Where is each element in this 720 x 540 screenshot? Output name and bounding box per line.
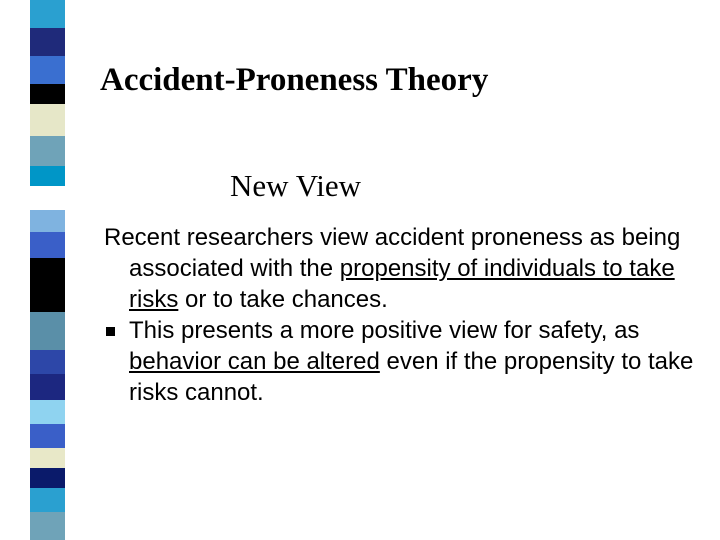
strip-block bbox=[30, 374, 65, 400]
strip-block bbox=[30, 232, 65, 258]
strip-block bbox=[30, 258, 65, 282]
strip-block bbox=[30, 56, 65, 84]
slide-body bbox=[104, 222, 704, 408]
strip-block bbox=[30, 512, 65, 540]
strip-block bbox=[30, 350, 65, 374]
strip-block bbox=[30, 186, 65, 210]
strip-block bbox=[30, 136, 65, 166]
strip-block bbox=[30, 0, 65, 28]
strip-block bbox=[30, 166, 65, 186]
slide-title: Accident-Proneness Theory bbox=[100, 62, 489, 98]
bullet-text-end: even if the propensity to take risks cannot. bbox=[129, 348, 694, 406]
strip-block bbox=[30, 400, 65, 424]
strip-block bbox=[30, 488, 65, 512]
slide-subtitle: New View bbox=[230, 168, 362, 203]
paragraph-underlined-text: propensity of individuals to take risks bbox=[129, 255, 675, 313]
strip-block bbox=[30, 424, 65, 448]
bullet-item bbox=[104, 315, 704, 408]
decorative-color-strip bbox=[30, 0, 65, 540]
bullet-text: This presents a more positive view for safety, as bbox=[129, 317, 640, 344]
strip-block bbox=[30, 210, 65, 232]
strip-block bbox=[30, 448, 65, 468]
square-bullet-icon bbox=[106, 327, 115, 336]
intro-paragraph bbox=[104, 222, 704, 315]
strip-block bbox=[30, 468, 65, 488]
strip-block bbox=[30, 28, 65, 56]
paragraph-text-end: or to take chances. bbox=[178, 286, 388, 313]
strip-block bbox=[30, 282, 65, 312]
strip-block bbox=[30, 312, 65, 350]
bullet-underlined-text: behavior can be altered bbox=[129, 348, 380, 375]
paragraph-text: Recent researchers view accident proneness as being associated with the bbox=[104, 224, 681, 282]
strip-block bbox=[30, 104, 65, 136]
strip-block bbox=[30, 84, 65, 104]
